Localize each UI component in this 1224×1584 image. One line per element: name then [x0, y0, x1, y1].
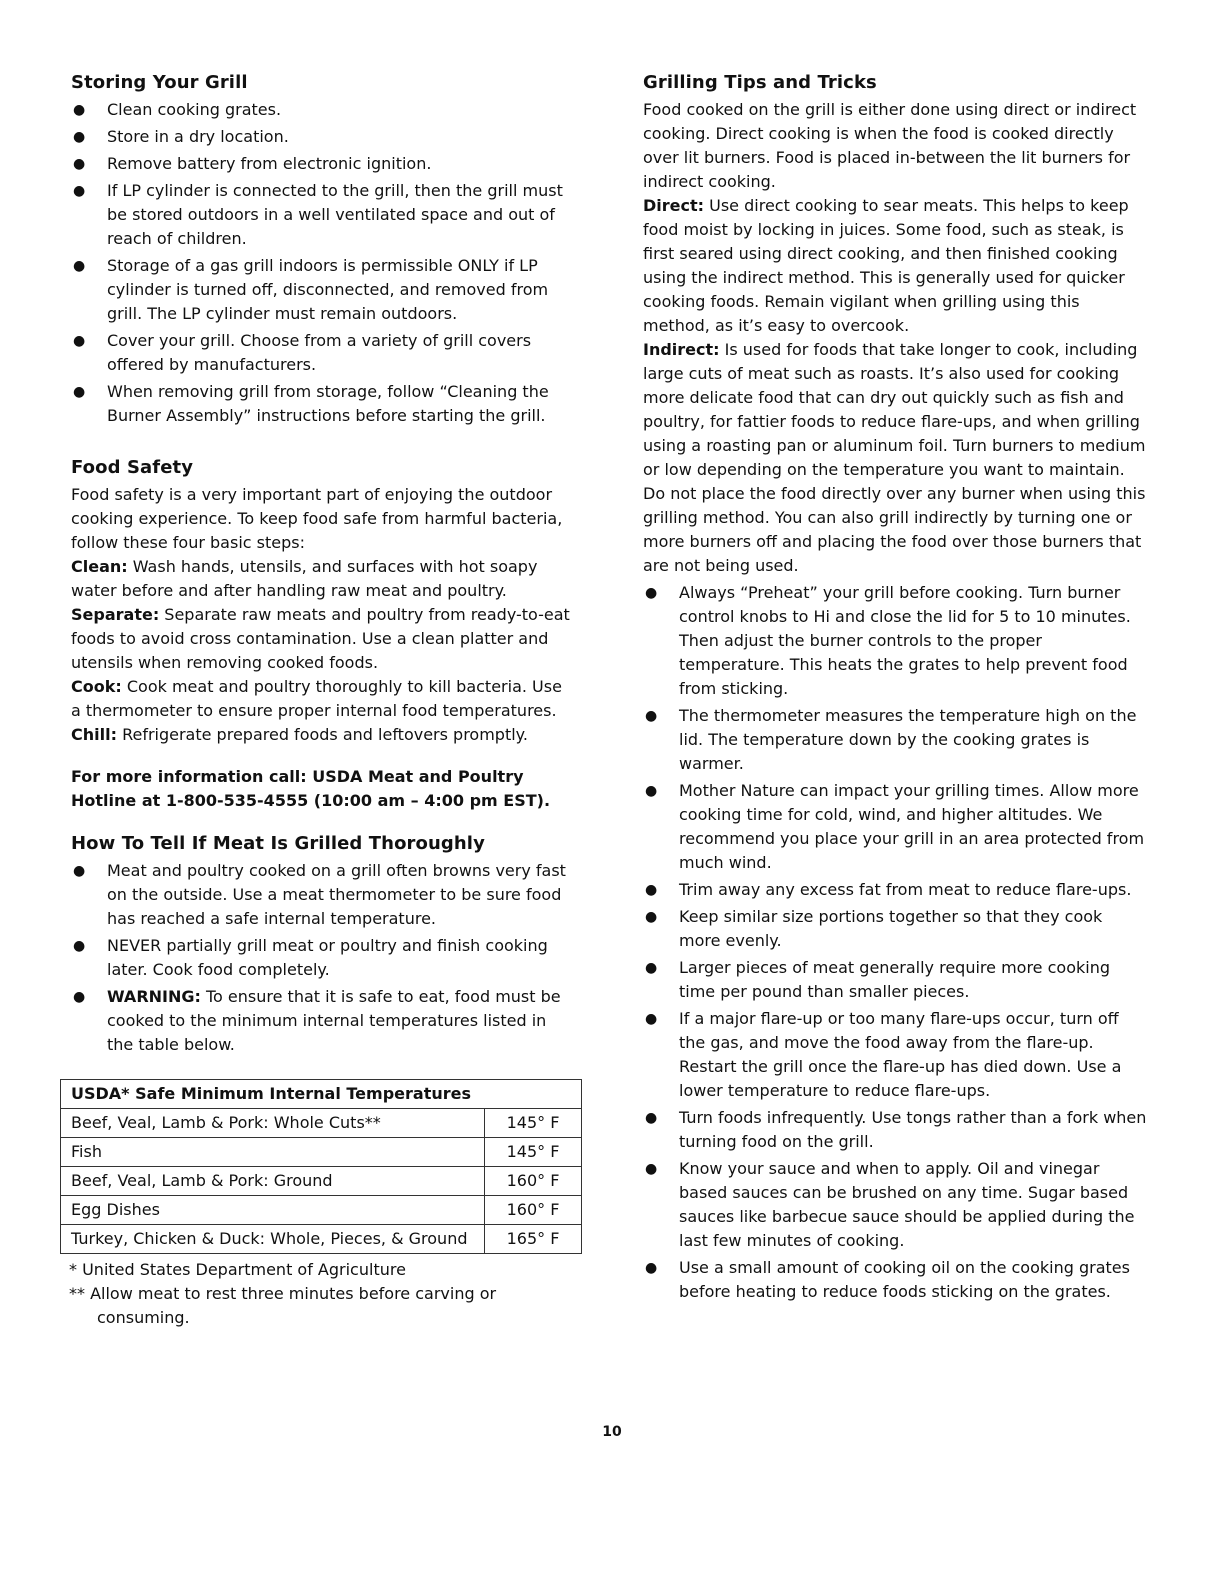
list-item: ● Store in a dry location.: [71, 125, 576, 149]
bullet-icon: ●: [73, 989, 86, 1005]
table-header: USDA* Safe Minimum Internal Temperatures: [61, 1080, 582, 1109]
food-cell: Fish: [61, 1138, 485, 1167]
list-item: ● Use a small amount of cooking oil on the cooking grates before heating to reduce foods sticking on the grates.: [645, 1258, 1130, 1301]
bullet-icon: ●: [645, 960, 658, 976]
list-item: ● WARNING: To ensure that it is safe to eat, food must be cooked to the minimum internal temperatures listed in the table below.: [73, 987, 561, 1054]
temp-cell: 145° F: [485, 1138, 582, 1167]
list-item: ● If LP cylinder is connected to the grill, then the grill must be stored outdoors in a well ventilated space and out of reach of children.: [73, 181, 563, 248]
table-row: [61, 1109, 582, 1138]
food-safety-cook: Cook: Cook meat and poultry thoroughly to kill bacteria. Use a thermometer to ensure proper internal food temperatures.: [71, 677, 562, 720]
storing-heading: Storing Your Grill: [71, 72, 248, 93]
list-item: ● Larger pieces of meat generally require more cooking time per pound than smaller pieces.: [645, 958, 1110, 1001]
food-cell: Beef, Veal, Lamb & Pork: Ground: [61, 1167, 485, 1196]
hotline-line-1: For more information call: USDA Meat and Poultry: [71, 767, 524, 786]
list-item: ● Turn foods infrequently. Use tongs rather than a fork when turning food on the grill.: [645, 1108, 1147, 1151]
meat-list: [71, 859, 576, 1057]
food-safety-chill: Chill: Refrigerate prepared foods and leftovers promptly.: [71, 725, 528, 744]
table-row: [61, 1138, 582, 1167]
bullet-icon: ●: [73, 863, 86, 879]
tips-heading: Grilling Tips and Tricks: [643, 72, 877, 93]
list-item: ● NEVER partially grill meat or poultry and finish cooking later. Cook food completely.: [73, 936, 548, 979]
temp-cell: 145° F: [485, 1109, 582, 1138]
temperature-table: [60, 1079, 582, 1254]
temp-cell: 165° F: [485, 1225, 582, 1254]
tips-intro: Food cooked on the grill is either done using direct or indirect cooking. Direct cooking is when the food is cooked directly over lit burners. Food is placed in-between the lit burners for indirect cooking.: [643, 100, 1137, 191]
list-item: ● The thermometer measures the temperature high on the lid. The temperature down by the cooking grates is warmer.: [645, 706, 1137, 773]
bullet-icon: ●: [73, 333, 86, 349]
page-number: 10: [602, 1424, 622, 1440]
list-item: ● When removing grill from storage, follow “Cleaning the Burner Assembly” instructions before starting the grill.: [73, 382, 549, 425]
bullet-icon: ●: [645, 708, 658, 724]
bullet-icon: ●: [645, 1110, 658, 1126]
temp-cell: 160° F: [485, 1196, 582, 1225]
list-item: ● Know your sauce and when to apply. Oil and vinegar based sauces can be brushed on any time. Sugar based sauces like barbecue sauce should be applied during the last few minutes of cooking.: [645, 1159, 1135, 1250]
bullet-icon: ●: [73, 938, 86, 954]
list-item: ● Keep similar size portions together so that they cook more evenly.: [645, 907, 1103, 950]
food-safety-separate: Separate: Separate raw meats and poultry from ready-to-eat foods to avoid cross contamination. Use a clean platter and utensils when removing cooked foods.: [71, 605, 570, 672]
list-item: ● Trim away any excess fat from meat to reduce flare-ups.: [643, 878, 1148, 902]
list-item: ● Storage of a gas grill indoors is permissible ONLY if LP cylinder is turned off, disconnected, and removed from grill. The LP cylinder must remain outdoors.: [73, 256, 549, 323]
list-item: ● Clean cooking grates.: [71, 98, 576, 122]
bullet-icon: ●: [73, 102, 86, 118]
food-cell: Egg Dishes: [61, 1196, 485, 1225]
right-column: [643, 70, 1148, 1307]
bullet-icon: ●: [73, 156, 86, 172]
table-footnotes: [69, 1258, 576, 1330]
food-cell: Turkey, Chicken & Duck: Whole, Pieces, & Ground: [61, 1225, 485, 1254]
food-safety-clean: Clean: Wash hands, utensils, and surfaces with hot soapy water before and after handling raw meat and poultry.: [71, 557, 538, 600]
footnote-1: * United States Department of Agriculture: [69, 1260, 406, 1279]
bullet-icon: ●: [73, 258, 86, 274]
bullet-icon: ●: [645, 783, 658, 799]
table-header-row: [61, 1080, 582, 1109]
list-item: ● Meat and poultry cooked on a grill often browns very fast on the outside. Use a meat thermometer to be sure food has reached a safe internal temperature.: [73, 861, 566, 928]
list-item: ● Remove battery from electronic ignition.: [71, 152, 576, 176]
list-item: ● Cover your grill. Choose from a variety of grill covers offered by manufacturers.: [73, 331, 532, 374]
list-item: ● Mother Nature can impact your grilling times. Allow more cooking time for cold, wind, and higher altitudes. We recommend you place your grill in an area protected from much wind.: [645, 781, 1145, 872]
tips-direct: Direct: Use direct cooking to sear meats. This helps to keep food moist by locking in juices. Some food, such as steak, is first seared using direct cooking, and then finished cooking using the indirect method. This is generally used for quicker cooking foods. Remain vigilant when grilling using this method, as it’s easy to overcook.: [643, 196, 1129, 335]
bullet-icon: ●: [645, 585, 658, 601]
bullet-icon: ●: [73, 129, 86, 145]
table-row: [61, 1196, 582, 1225]
bullet-icon: ●: [73, 384, 86, 400]
temp-cell: 160° F: [485, 1167, 582, 1196]
left-column: [71, 70, 576, 1330]
bullet-icon: ●: [645, 1011, 658, 1027]
meat-heading: How To Tell If Meat Is Grilled Thoroughly: [71, 833, 485, 854]
table-row: [61, 1167, 582, 1196]
storing-list: [71, 98, 576, 428]
tips-list: [643, 581, 1148, 1304]
bullet-icon: ●: [645, 909, 658, 925]
hotline-line-2: Hotline at 1-800-535-4555 (10:00 am – 4:00 pm EST).: [71, 791, 551, 810]
bullet-icon: ●: [645, 1161, 658, 1177]
table-row: [61, 1225, 582, 1254]
food-safety-intro: Food safety is a very important part of enjoying the outdoor cooking experience. To keep food safe from harmful bacteria, follow these four basic steps:: [71, 485, 563, 552]
footnote-2: ** Allow meat to rest three minutes before carving or consuming.: [69, 1284, 497, 1327]
bullet-icon: ●: [73, 183, 86, 199]
food-safety-heading: Food Safety: [71, 457, 194, 478]
food-cell: Beef, Veal, Lamb & Pork: Whole Cuts**: [61, 1109, 485, 1138]
list-item: ● If a major flare-up or too many flare-ups occur, turn off the gas, and move the food away from the flare-up. Restart the grill once the flare-up has died down. Use a lower temperature to reduce flare-ups.: [645, 1009, 1122, 1100]
tips-indirect: Indirect: Is used for foods that take longer to cook, including large cuts of meat such as roasts. It’s also used for cooking more delicate food that can dry out quickly such as fish and poultry, for fattier foods to reduce flare-ups, and when grilling using a roasting pan or aluminum foil. Turn burners to medium or low depending on the temperature you want to maintain. Do not place the food directly over any burner when using this grilling method. You can also grill indirectly by turning one or more burners off and placing the food over those burners that are not being used.: [643, 340, 1146, 575]
bullet-icon: ●: [645, 1260, 658, 1276]
bullet-icon: ●: [645, 882, 658, 898]
list-item: ● Always “Preheat” your grill before cooking. Turn burner control knobs to Hi and close the lid for 5 to 10 minutes. Then adjust the burner controls to the proper temperature. This heats the grates to help prevent food from sticking.: [645, 583, 1131, 698]
